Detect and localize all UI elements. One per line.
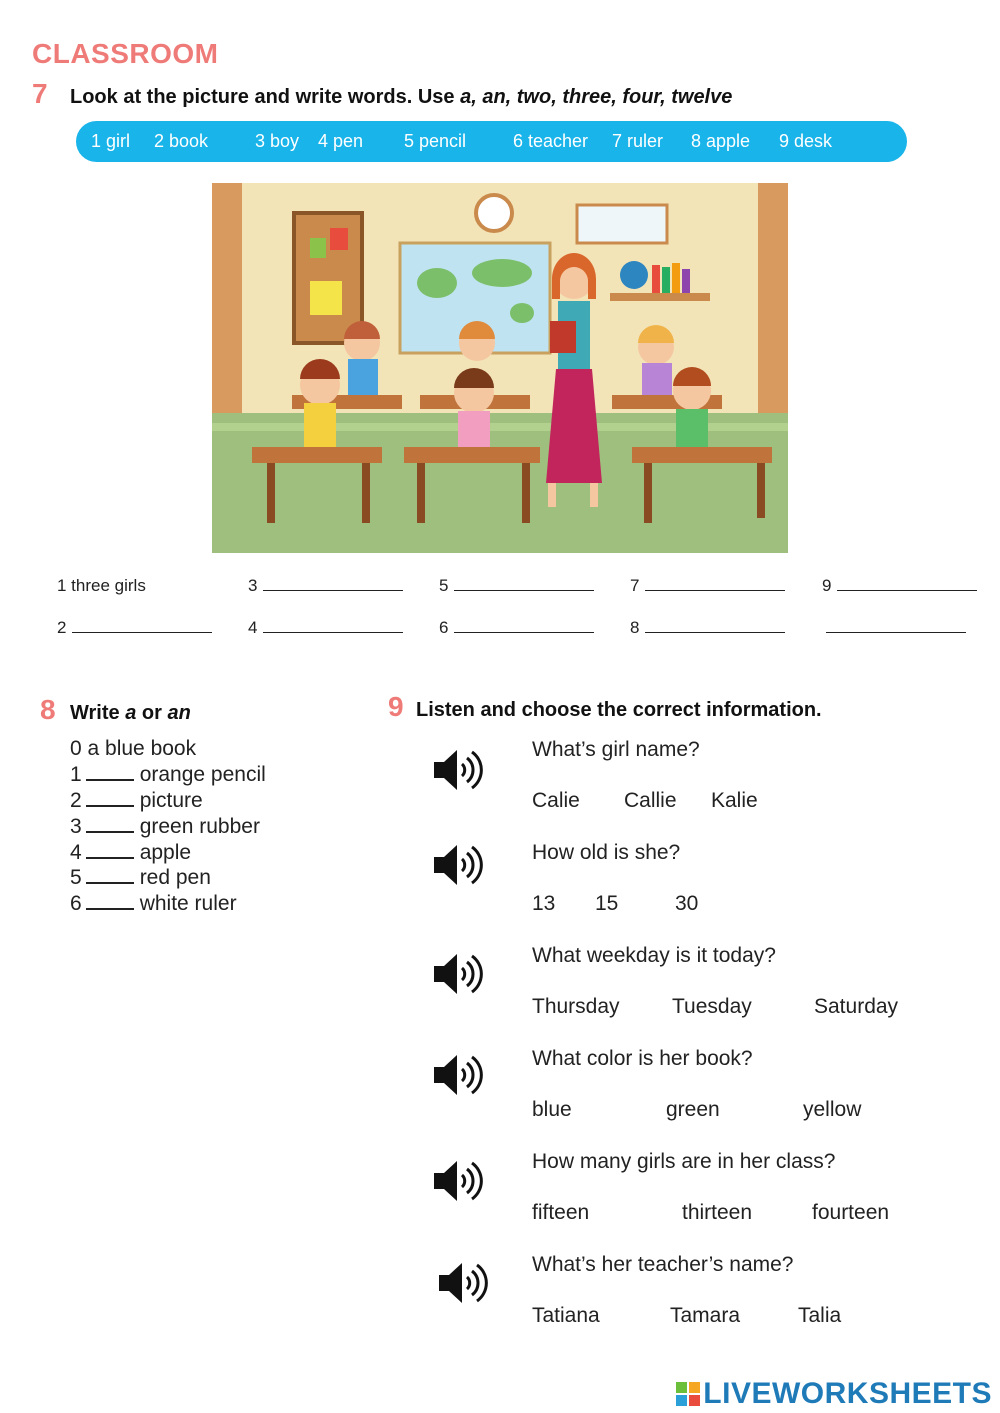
option[interactable]: Talia	[798, 1304, 842, 1327]
word-bank-item: 9 desk	[779, 131, 833, 151]
answer-line[interactable]	[645, 618, 785, 633]
answer-number: 9	[822, 576, 832, 595]
item-text: white ruler	[139, 892, 237, 915]
item-number: 6	[70, 892, 82, 915]
question-text: What color is her book?	[532, 1047, 753, 1070]
speaker-icon[interactable]	[430, 838, 484, 892]
logo-text: LIVEWORKSHEETS	[703, 1377, 992, 1410]
answer-extra	[826, 618, 966, 638]
article-blank[interactable]	[86, 789, 134, 807]
section-7-heading-words: a, an, two, three, four, twelve	[460, 86, 733, 108]
article-blank[interactable]	[86, 815, 134, 833]
option[interactable]: Saturday	[814, 995, 899, 1018]
section-7-heading	[70, 86, 732, 109]
article-blank[interactable]	[86, 763, 134, 781]
answer-number: 6	[439, 618, 449, 637]
answer-3	[248, 576, 403, 596]
answer-line[interactable]	[263, 576, 403, 591]
speaker-icon[interactable]	[430, 1154, 484, 1208]
item-number: 1	[70, 763, 82, 786]
option[interactable]: Thursday	[532, 995, 620, 1018]
question-text: How many girls are in her class?	[532, 1150, 836, 1173]
option[interactable]: blue	[532, 1098, 572, 1121]
classroom-picture	[212, 183, 788, 553]
answer-4	[248, 618, 403, 638]
option[interactable]: thirteen	[682, 1201, 753, 1224]
answer-number: 3	[248, 576, 258, 595]
article-blank[interactable]	[86, 892, 134, 910]
section-8-item	[70, 789, 203, 813]
question-text: What weekday is it today?	[532, 944, 776, 967]
section-7-heading-text: Look at the picture and write words. Use	[70, 86, 461, 108]
option[interactable]: Tuesday	[672, 995, 752, 1018]
answer-line[interactable]	[645, 576, 785, 591]
word-bank	[76, 121, 907, 162]
article-blank[interactable]	[86, 841, 134, 859]
item-number: 2	[70, 789, 82, 812]
section-8-heading	[70, 702, 191, 725]
answer-number: 2	[57, 618, 67, 637]
section-8-heading-or: or	[136, 702, 168, 724]
option[interactable]: Callie	[624, 789, 677, 812]
liveworksheets-logo	[675, 1376, 992, 1412]
option[interactable]: Calie	[532, 789, 580, 812]
option[interactable]: Kalie	[711, 789, 758, 812]
item-text: picture	[139, 789, 203, 812]
option[interactable]: yellow	[803, 1098, 862, 1121]
answer-6	[439, 618, 594, 638]
section-8-item	[70, 763, 266, 787]
article-blank[interactable]	[86, 866, 134, 884]
answer-line[interactable]	[72, 618, 212, 633]
option[interactable]: fourteen	[812, 1201, 890, 1224]
speaker-icon[interactable]	[430, 947, 484, 1001]
worksheet-title: CLASSROOM	[32, 38, 219, 69]
section-8-example: 0 a blue book	[70, 737, 197, 760]
word-bank-item: 8 apple	[691, 131, 751, 151]
answer-8	[630, 618, 785, 638]
speaker-icon[interactable]	[430, 1048, 484, 1102]
section-8-heading-write: Write	[70, 702, 126, 724]
item-text: red pen	[139, 866, 211, 889]
option[interactable]: Tatiana	[532, 1304, 600, 1327]
item-number: 4	[70, 841, 82, 864]
question-text: How old is she?	[532, 841, 681, 864]
answer-5	[439, 576, 594, 596]
option[interactable]: 13	[532, 892, 556, 915]
section-8-item	[70, 866, 211, 890]
option[interactable]: green	[666, 1098, 720, 1121]
item-number: 5	[70, 866, 82, 889]
word-bank-item: 2 book	[154, 131, 209, 151]
answer-line[interactable]	[837, 576, 977, 591]
option[interactable]: 30	[675, 892, 699, 915]
word-bank-item: 7 ruler	[612, 131, 664, 151]
logo-grid-icon	[675, 1381, 701, 1407]
section-8-item	[70, 892, 237, 916]
classroom-illustration	[212, 183, 788, 553]
section-8-number: 8	[40, 694, 56, 725]
section-8-heading-a: a	[125, 702, 137, 724]
answer-number: 8	[630, 618, 640, 637]
option[interactable]: fifteen	[532, 1201, 590, 1224]
item-text: green rubber	[139, 815, 260, 838]
question-text: What’s her teacher’s name?	[532, 1253, 794, 1276]
section-8-heading-an: an	[167, 702, 191, 724]
section-8-item	[70, 841, 191, 865]
speaker-icon[interactable]	[430, 743, 484, 797]
section-9-number: 9	[388, 691, 404, 722]
answer-number: 4	[248, 618, 258, 637]
section-8-item	[70, 815, 260, 839]
answer-9	[822, 576, 977, 596]
option[interactable]: Tamara	[670, 1304, 741, 1327]
word-bank-item: 1 girl	[91, 131, 131, 151]
question-text: What’s girl name?	[532, 738, 700, 761]
speaker-icon[interactable]	[435, 1256, 489, 1310]
answer-2	[57, 618, 212, 638]
word-bank-item: 6 teacher	[513, 131, 589, 151]
answer-number: 5	[439, 576, 449, 595]
item-text: orange pencil	[139, 763, 266, 786]
item-number: 3	[70, 815, 82, 838]
answer-line[interactable]	[826, 618, 966, 633]
item-text: apple	[139, 841, 192, 864]
answer-number: 7	[630, 576, 640, 595]
answer-line[interactable]	[454, 618, 594, 633]
answer-1: 1 three girls	[57, 576, 146, 595]
answer-7	[630, 576, 785, 596]
section-9-heading: Listen and choose the correct information.	[416, 699, 822, 721]
word-bank-item: 3 boy	[255, 131, 300, 151]
section-7-number: 7	[32, 78, 48, 109]
word-bank-item: 4 pen	[318, 131, 364, 151]
answer-line[interactable]	[263, 618, 403, 633]
word-bank-item: 5 pencil	[404, 131, 467, 151]
answer-line[interactable]	[454, 576, 594, 591]
option[interactable]: 15	[595, 892, 619, 915]
